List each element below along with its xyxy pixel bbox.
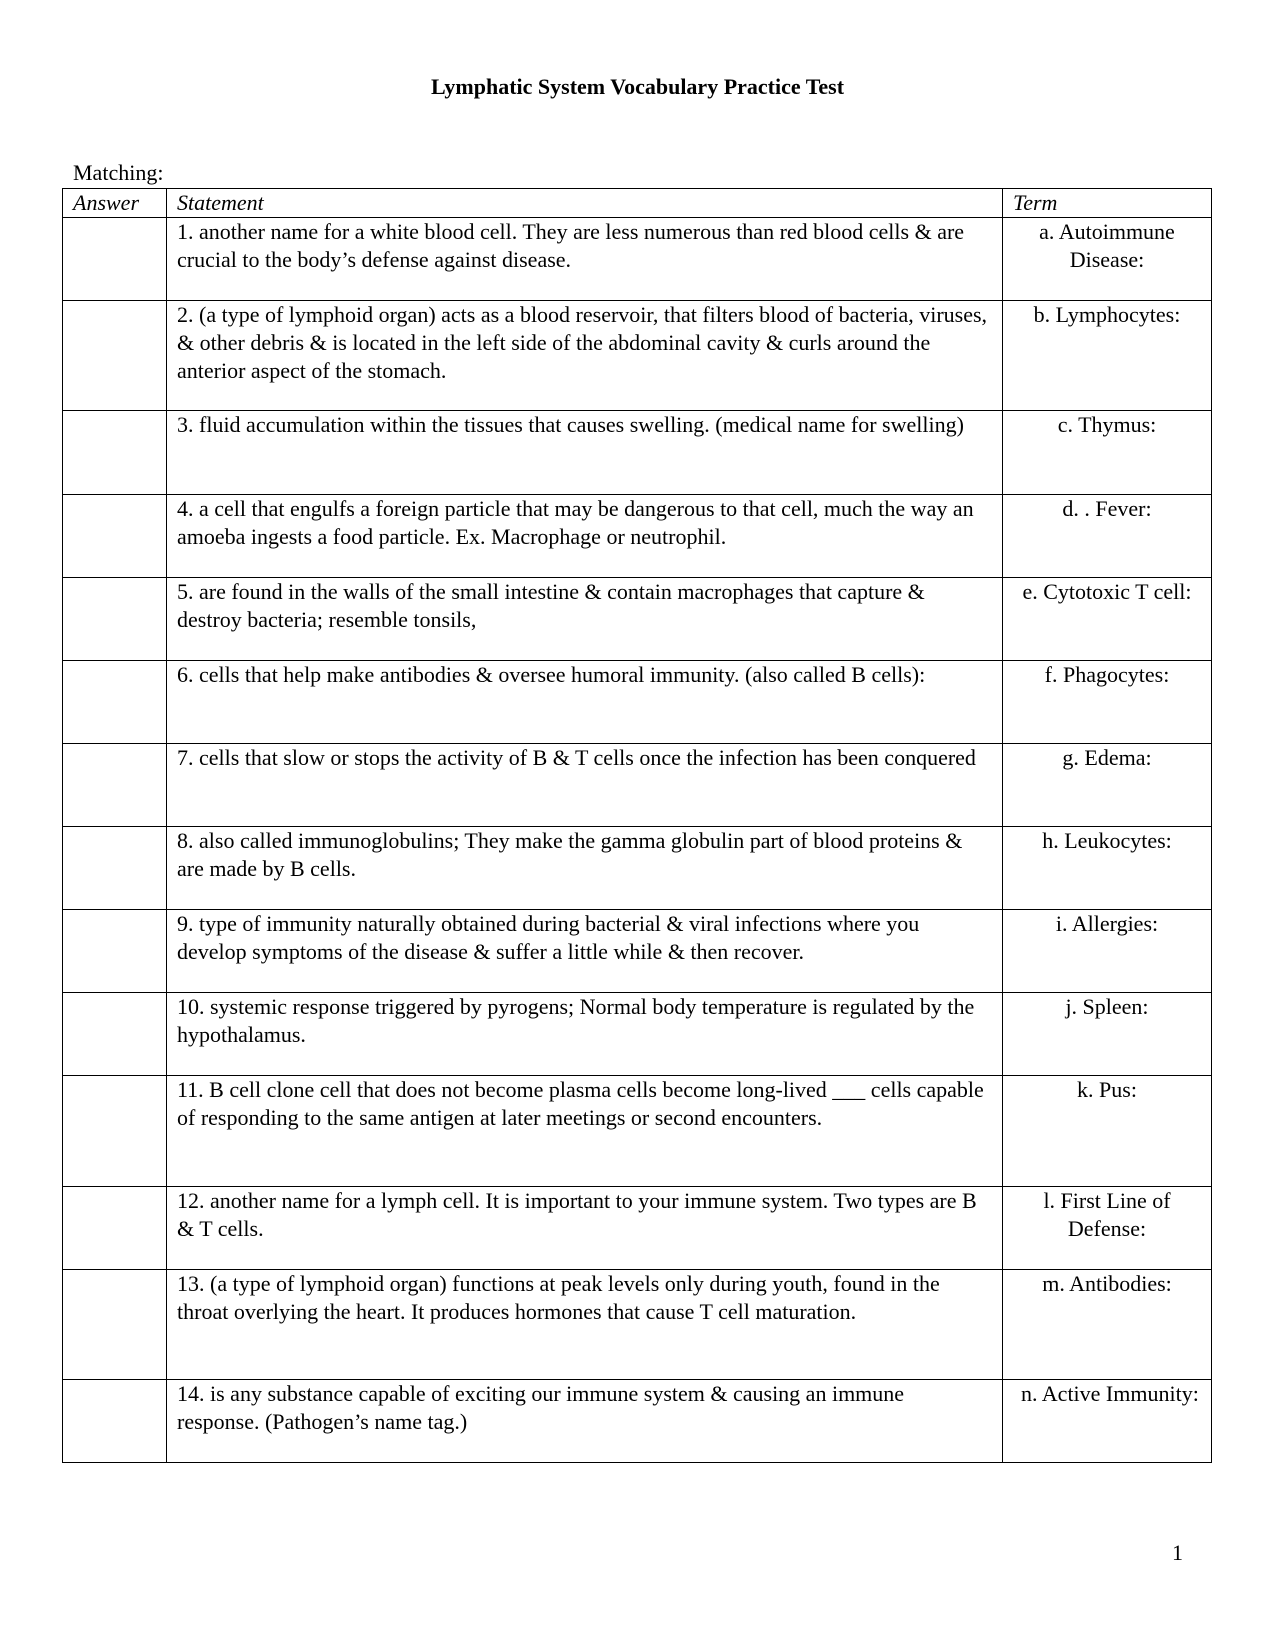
term-cell: n. Active Immunity: [1003, 1380, 1212, 1463]
term-cell: d. . Fever: [1003, 495, 1212, 578]
table-row [63, 1076, 1212, 1187]
answer-cell[interactable] [63, 1187, 167, 1270]
matching-table [62, 188, 1212, 1463]
table-row [63, 827, 1212, 910]
table-row [63, 1270, 1212, 1380]
term-cell: e. Cytotoxic T cell: [1003, 578, 1212, 661]
answer-column-header: Answer [63, 189, 167, 218]
table-row [63, 411, 1212, 495]
table-row [63, 661, 1212, 744]
document-title: Lymphatic System Vocabulary Practice Test [430, 74, 845, 99]
statement-cell: 6. cells that help make antibodies & oversee humoral immunity. (also called B cells): [167, 661, 1003, 744]
statement-cell: 1. another name for a white blood cell. They are less numerous than red blood cells & are crucial to the body’s defense against disease. [167, 218, 1003, 301]
answer-cell[interactable] [63, 495, 167, 578]
term-cell: l. First Line of Defense: [1003, 1187, 1212, 1270]
answer-cell[interactable] [63, 827, 167, 910]
term-cell: m. Antibodies: [1003, 1270, 1212, 1380]
section-label-matching: Matching: [73, 160, 164, 185]
table-row [63, 301, 1212, 411]
statement-cell: 5. are found in the walls of the small intestine & contain macrophages that capture & destroy bacteria; resemble tonsils, [167, 578, 1003, 661]
answer-cell[interactable] [63, 1270, 167, 1380]
table-row [63, 218, 1212, 301]
answer-cell[interactable] [63, 1380, 167, 1463]
page-number: 1 [1172, 1540, 1183, 1565]
answer-cell[interactable] [63, 301, 167, 411]
answer-cell[interactable] [63, 1076, 167, 1187]
term-cell: i. Allergies: [1003, 910, 1212, 993]
statement-cell: 3. fluid accumulation within the tissues that causes swelling. (medical name for swelling) [167, 411, 1003, 495]
term-cell: k. Pus: [1003, 1076, 1212, 1187]
term-column-header: Term [1003, 189, 1212, 218]
statement-cell: 12. another name for a lymph cell. It is important to your immune system. Two types are B & T cells. [167, 1187, 1003, 1270]
term-cell: f. Phagocytes: [1003, 661, 1212, 744]
statement-column-header: Statement [167, 189, 1003, 218]
term-cell: g. Edema: [1003, 744, 1212, 827]
answer-cell[interactable] [63, 218, 167, 301]
statement-cell: 4. a cell that engulfs a foreign particle that may be dangerous to that cell, much the way an amoeba ingests a food particle. Ex. Macrophage or neutrophil. [167, 495, 1003, 578]
table-row [63, 993, 1212, 1076]
answer-cell[interactable] [63, 910, 167, 993]
table-header-row [63, 189, 1212, 218]
term-cell: a. Autoimmune Disease: [1003, 218, 1212, 301]
statement-cell: 14. is any substance capable of exciting our immune system & causing an immune response. (Pathogen’s name tag.) [167, 1380, 1003, 1463]
term-cell: j. Spleen: [1003, 993, 1212, 1076]
answer-cell[interactable] [63, 661, 167, 744]
answer-cell[interactable] [63, 993, 167, 1076]
statement-cell: 2. (a type of lymphoid organ) acts as a blood reservoir, that filters blood of bacteria, viruses, & other debris & is located in the left side of the abdominal cavity & curls around the anterior aspect of the stomach. [167, 301, 1003, 411]
answer-cell[interactable] [63, 411, 167, 495]
statement-cell: 7. cells that slow or stops the activity of B & T cells once the infection has been conquered [167, 744, 1003, 827]
statement-cell: 8. also called immunoglobulins; They make the gamma globulin part of blood proteins & are made by B cells. [167, 827, 1003, 910]
statement-cell: 13. (a type of lymphoid organ) functions at peak levels only during youth, found in the throat overlying the heart. It produces hormones that cause T cell maturation. [167, 1270, 1003, 1380]
table-row [63, 495, 1212, 578]
statement-cell: 10. systemic response triggered by pyrogens; Normal body temperature is regulated by the hypothalamus. [167, 993, 1003, 1076]
term-cell: h. Leukocytes: [1003, 827, 1212, 910]
answer-cell[interactable] [63, 578, 167, 661]
answer-cell[interactable] [63, 744, 167, 827]
term-cell: c. Thymus: [1003, 411, 1212, 495]
statement-cell: 11. B cell clone cell that does not become plasma cells become long-lived ___ cells capable of responding to the same antigen at later meetings or second encounters. [167, 1076, 1003, 1187]
statement-cell: 9. type of immunity naturally obtained during bacterial & viral infections where you develop symptoms of the disease & suffer a little while & then recover. [167, 910, 1003, 993]
table-row [63, 910, 1212, 993]
term-cell: b. Lymphocytes: [1003, 301, 1212, 411]
table-row [63, 744, 1212, 827]
table-row [63, 1380, 1212, 1463]
table-row [63, 578, 1212, 661]
table-row [63, 1187, 1212, 1270]
